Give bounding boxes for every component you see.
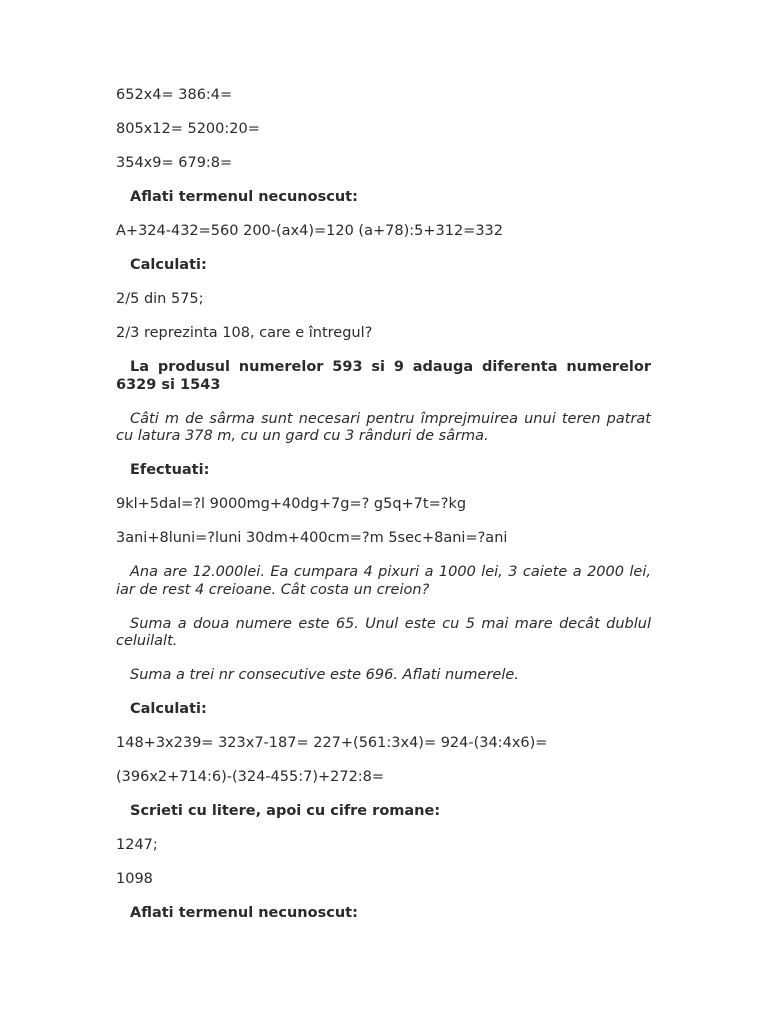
exercise-line: 148+3x239= 323x7-187= 227+(561:3x4)= 924-(34:4x6)= [116, 735, 548, 751]
section-heading: La produsul numerelor 593 si 9 adauga diferenta numerelor 6329 si 1543 [116, 359, 651, 393]
exercise-line: 2/3 reprezinta 108, care e întregul? [116, 325, 373, 341]
section-heading: Calculati: [130, 701, 207, 717]
exercise-line: 652x4= 386:4= [116, 87, 233, 103]
exercise-line: 2/5 din 575; [116, 291, 204, 307]
section-heading: Scrieti cu litere, apoi cu cifre romane: [130, 803, 441, 819]
exercise-line: 1098 [116, 871, 153, 887]
section-heading: Efectuati: [130, 462, 210, 478]
section-heading: Calculati: [130, 257, 207, 273]
word-problem: Ana are 12.000lei. Ea cumpara 4 pixuri a 1000 lei, 3 caiete a 2000 lei, iar de rest 4 creioane. Cât costa un creion? [116, 564, 651, 598]
exercise-line: A+324-432=560 200-(ax4)=120 (a+78):5+312=332 [116, 223, 503, 239]
section-heading: Aflati termenul necunoscut: [130, 189, 358, 205]
section-heading: Aflati termenul necunoscut: [130, 905, 358, 921]
word-problem: Suma a doua numere este 65. Unul este cu 5 mai mare decât dublul celuilalt. [116, 615, 651, 649]
exercise-line: 1247; [116, 837, 158, 853]
document-page [116, 87, 651, 939]
word-problem: Câti m de sârma sunt necesari pentru împrejmuirea unui teren patrat cu latura 378 m, cu un gard cu 3 rânduri de sârma. [116, 410, 651, 444]
word-problem: Suma a trei nr consecutive este 696. Aflati numerele. [130, 667, 519, 683]
exercise-line: 354x9= 679:8= [116, 155, 233, 171]
exercise-line: 3ani+8luni=?luni 30dm+400cm=?m 5sec+8ani=?ani [116, 530, 508, 546]
exercise-line: 805x12= 5200:20= [116, 121, 260, 137]
exercise-line: (396x2+714:6)-(324-455:7)+272:8= [116, 769, 385, 785]
exercise-line: 9kl+5dal=?l 9000mg+40dg+7g=? g5q+7t=?kg [116, 496, 467, 512]
